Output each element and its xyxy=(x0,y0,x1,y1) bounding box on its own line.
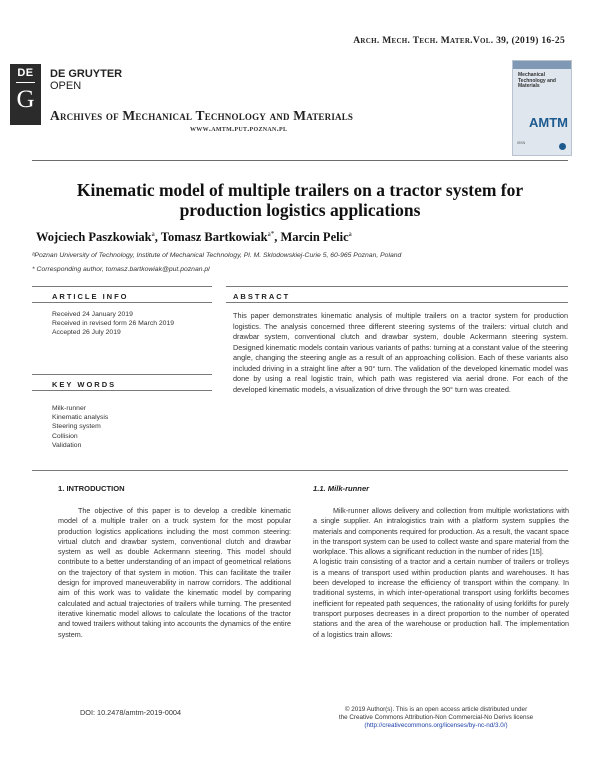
journal-title: Archives of Mechanical Technology and Materials xyxy=(50,108,354,123)
cover-badge xyxy=(559,143,566,150)
license-link[interactable]: (http://creativecommons.org/licenses/by-nc-nd/3.0/) xyxy=(364,722,508,730)
author-list xyxy=(36,230,352,245)
license-line-2: the Creative Commons Attribution-Non Commercial-No Derivs license xyxy=(338,714,534,722)
cover-top-band xyxy=(513,61,571,69)
publisher-line1: DE GRUYTER xyxy=(50,68,123,80)
keyword-item: Milk-runner xyxy=(52,405,86,412)
cover-issn: ISSN xyxy=(517,141,526,145)
intro-paragraph: The objective of this paper is to develop a credible kinematic model of a multiple trailer on a truck system for the most popular production logistics applications including the most common steering: virtual clutch and drawbar system, conventional clutch and drawbar system as well as double Ackermann steering. This model should contribute to a better understanding of an impact of geometrical relations on the trajectory of that system in motion. This can facilitate the trailer design for improved maneuverability in narrow corridors. The additional aim of this work was to validate the kinematic model by comparing calculated and actual trajectories of trailers while turning. The presented iterative kinematic model allows to calculate the locations of the tractor and towed trailers without taking into accounts the dynamics of the entire system. xyxy=(58,506,291,639)
keywords-top-rule xyxy=(32,374,212,375)
abstract-heading: ABSTRACT xyxy=(233,292,291,301)
de-gruyter-logo xyxy=(10,64,41,125)
milk-runner-paragraph-1: Milk-runner allows delivery and collection from multiple workstations with a single supplier. An intralogistics train with a platform system supplies the materials and components required for production. As a result, the vacant space in the transport system can be used to collect waste and spare material from the workplace. This allows a significant reduction in the number of rides [15]. xyxy=(313,506,569,557)
journal-cover-image xyxy=(512,60,572,156)
milk-runner-text xyxy=(313,506,569,640)
keywords-heading: KEY WORDS xyxy=(52,380,117,389)
abstract-text: This paper demonstrates kinematic analysis of multiple trailers on a tractor system for production logistics. The analysis concerned three different steering systems of the trailers: virtual clutch and drawbar system, conventional clutch and drawbar system, double Ackermann steering system. Designed kinematic models contain various variants of paths: turning at a constant value of the steering angle, changing the steering angle as a result of an approaching collision. Each of these variants also included driving in a straight line after a 90° turn. The validation of the developed kinematic model was done by using a real logistic train, which path was registered via aerial drone. For each of the developed kinematic models, a visualization of drive through the 90° turn was created. xyxy=(233,311,568,394)
author-2-mark: a* xyxy=(267,230,275,238)
author-1-mark: a xyxy=(151,230,155,238)
keyword-list xyxy=(52,404,108,450)
body-top-rule xyxy=(32,470,568,471)
keyword-item: Collision xyxy=(52,432,78,440)
introduction-text xyxy=(58,506,291,640)
abstract-top-rule xyxy=(226,286,568,287)
publisher-name xyxy=(50,68,122,92)
license-notice xyxy=(296,706,576,731)
logo-top-text: DE xyxy=(17,67,34,79)
article-info-bottom-rule xyxy=(32,302,212,303)
abstract-bottom-rule xyxy=(226,302,568,303)
author-2: Tomasz Bartkowiak xyxy=(160,230,268,245)
keyword-item: Steering system xyxy=(52,423,101,431)
keyword-item: Kinematic analysis xyxy=(52,414,109,422)
article-info-heading: ARTICLE INFO xyxy=(52,292,129,301)
author-1: Wojciech Paszkowiak xyxy=(36,230,152,245)
introduction-heading: 1. INTRODUCTION xyxy=(58,484,125,493)
author-sep: , xyxy=(274,230,281,245)
affiliation: ᵃPoznan University of Technology, Institute of Mechanical Technology, Pl. M. Sklodowskiej-Curie 5, 60-965 Poznan, Poland xyxy=(32,252,402,259)
logo-bottom-text: G xyxy=(16,86,35,113)
author-3: Marcin Pelic xyxy=(280,230,349,245)
license-line-1: © 2019 Author(s). This is an open access article distributed under xyxy=(344,706,528,713)
journal-reference: Arch. Mech. Tech. Mater.Vol. 39, (2019) 16-25 xyxy=(353,36,565,46)
article-dates xyxy=(52,310,174,338)
doi: DOI: 10.2478/amtm-2019-0004 xyxy=(80,708,181,717)
paper-title: Kinematic model of multiple trailers on a tractor system for production logistics applications xyxy=(76,180,524,220)
cover-title: Mechanical Technology and Materials xyxy=(518,72,556,89)
author-3-mark: a xyxy=(348,230,352,238)
date-received: Received 24 January 2019 xyxy=(52,311,133,318)
logo-divider xyxy=(16,82,35,83)
milk-runner-paragraph-2: A logistic train consisting of a tractor and a certain number of trailers or trolleys is a means of transport used within production plants and warehouses. It has been developed to increase the efficiency of transport within the company. In traditional systems, in which inter-operational transport using forklifts becomes inefficient for repeated path sequences, the rationality of using forklifts for purely transport purposes decreases in a direct proportion to the number of operated stations and the area of the warehouse or production hall. The implementation of a logistics train allows: xyxy=(313,557,569,639)
date-accepted: Accepted 26 July 2019 xyxy=(52,329,121,337)
date-revised: Received in revised form 26 March 2019 xyxy=(52,320,175,328)
article-info-top-rule xyxy=(32,286,212,287)
author-sep: , xyxy=(154,230,161,245)
header-rule xyxy=(32,160,568,161)
milk-runner-heading: 1.1. Milk-runner xyxy=(313,484,370,493)
keywords-bottom-rule xyxy=(32,390,212,391)
publisher-line2: OPEN xyxy=(50,80,82,92)
cover-logo: AMTM xyxy=(529,115,568,130)
corresponding-author: * Corresponding author, tomasz.bartkowiak@put.poznan.pl xyxy=(32,266,210,273)
keyword-item: Validation xyxy=(52,441,82,449)
journal-url[interactable]: www.amtm.put.poznan.pl xyxy=(190,124,288,133)
